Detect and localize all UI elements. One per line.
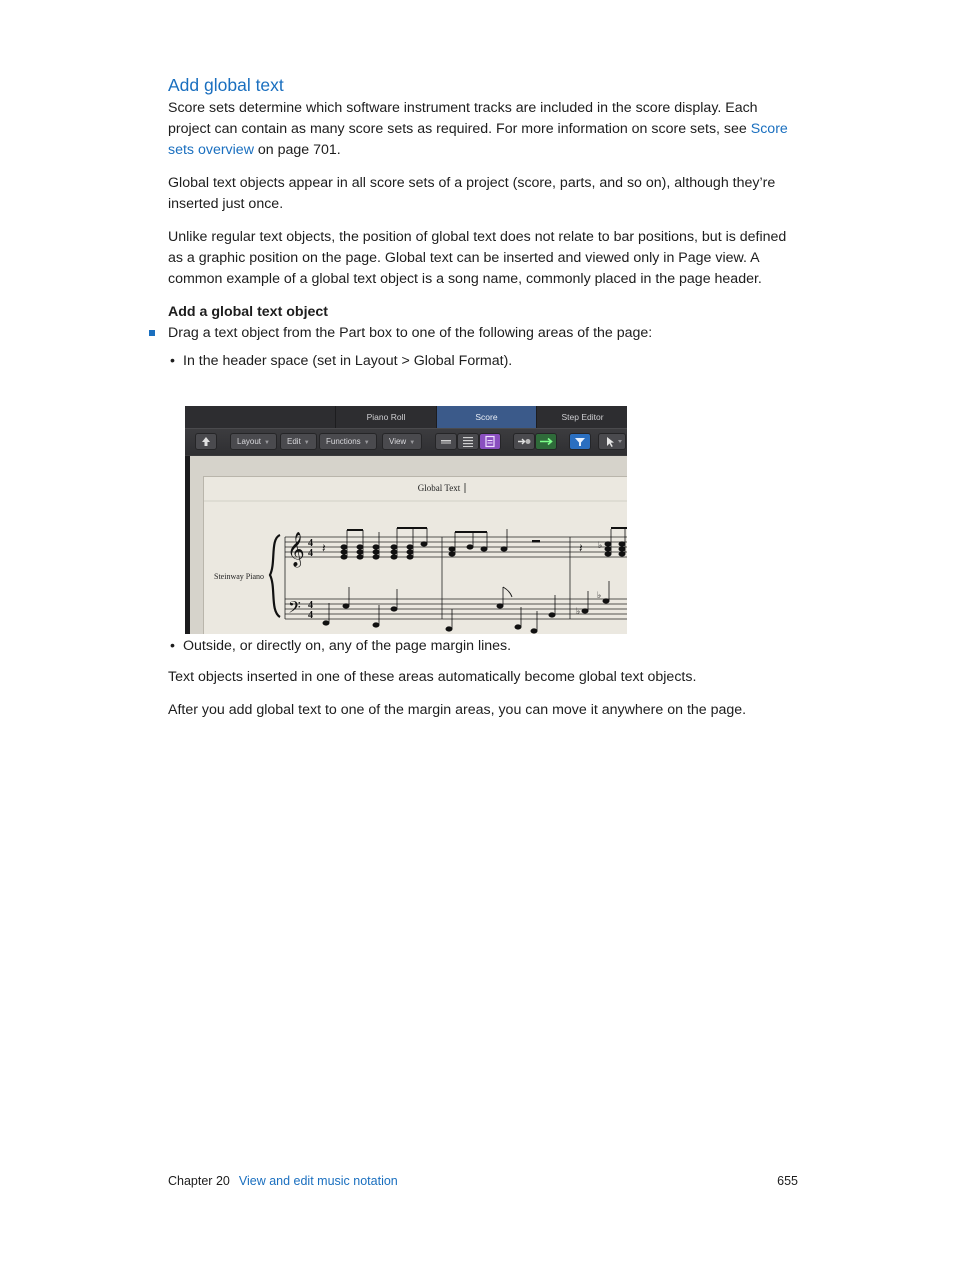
filter-icon: [570, 434, 590, 449]
quarter-rest-icon: 𝄽: [579, 541, 583, 555]
score-notation: [204, 477, 627, 634]
midi-in-button[interactable]: [513, 433, 535, 450]
pointer-icon: [599, 434, 625, 449]
midi-in-icon: [514, 434, 534, 449]
bullet-dot-icon: •: [170, 353, 175, 369]
grand-staff-brace: [270, 535, 280, 617]
paragraph-score-sets: [168, 98, 798, 161]
bass-notes: [323, 581, 609, 633]
instrument-name: Steinway Piano: [214, 572, 264, 581]
chapter-label: Chapter 20: [168, 1174, 230, 1188]
barlines: [285, 537, 570, 619]
view-menu[interactable]: [382, 433, 422, 450]
flat-icon: ♭: [576, 607, 581, 617]
chevron-down-icon: ▼: [363, 440, 370, 446]
score-sets-overview-link[interactable]: Score sets overview: [168, 121, 788, 158]
wrapped-view-button[interactable]: [457, 433, 479, 450]
treble-notes-measure-1: [322, 527, 427, 559]
tab-step-editor[interactable]: Step Editor: [536, 406, 627, 428]
up-arrow-button[interactable]: [195, 433, 217, 450]
flat-icon: ♭: [598, 541, 603, 551]
flat-icon: ♭: [597, 591, 602, 601]
note-automatic-global: Text objects inserted in one of these areas automatically become global text objects.: [168, 669, 697, 685]
page-view-button[interactable]: [479, 433, 501, 450]
score-toolbar: [185, 428, 627, 455]
functions-menu[interactable]: [319, 433, 377, 450]
paragraph-graphic-position: Unlike regular text objects, the position of global text does not relate to bar positions, but is defined as a graphic position on the page. Global text can be inserted and viewed only in Page view. A common example of a global text object is a song name, commonly placed in the page header.: [168, 229, 787, 287]
tab-piano-roll[interactable]: Piano Roll: [335, 406, 436, 428]
editor-tab-bar: [185, 406, 627, 428]
sub-item-text: In the header space (set in Layout > Global Format).: [183, 353, 513, 369]
time-signature-bottom: 4: [308, 610, 313, 621]
sub-item-text: Outside, or directly on, any of the page margin lines.: [183, 638, 512, 654]
chevron-down-icon: ▼: [409, 440, 416, 446]
eighth-flag: [503, 587, 512, 597]
menu-label: View: [389, 437, 407, 446]
page-view-icon: [480, 434, 500, 449]
tab-score[interactable]: Score: [436, 406, 536, 428]
paragraph-text: on page 701.: [253, 142, 341, 158]
linear-view-icon: [436, 434, 456, 449]
score-page: [203, 476, 627, 634]
square-bullet-icon: [149, 330, 155, 336]
note-move-anywhere: After you add global text to one of the margin areas, you can move it anywhere on the page.: [168, 702, 747, 718]
menu-label: Layout: [237, 437, 262, 446]
layout-menu[interactable]: [230, 433, 277, 450]
task-heading: Add a global text object: [168, 304, 329, 320]
menu-label: Functions: [326, 437, 361, 446]
task-step-text: Drag a text object from the Part box to one of the following areas of the page:: [168, 325, 653, 341]
page-footer: [168, 1173, 798, 1189]
up-arrow-icon: [196, 434, 216, 449]
treble-clef-icon: 𝄞: [287, 532, 305, 567]
pointer-tool-menu[interactable]: [598, 433, 626, 450]
sub-item-margin-lines: [168, 636, 798, 657]
chevron-down-icon: ▼: [303, 440, 310, 446]
global-text-object[interactable]: Global Text: [417, 483, 461, 493]
half-rest-icon: [532, 540, 540, 543]
score-editor-screenshot: [185, 406, 627, 634]
time-signature-top: 4: [308, 538, 313, 549]
time-signature-bottom: 4: [308, 548, 313, 559]
linear-view-button[interactable]: [435, 433, 457, 450]
catch-icon: [536, 434, 556, 449]
wrapped-view-icon: [458, 434, 478, 449]
bass-clef-icon: 𝄢: [288, 597, 301, 621]
time-signature-top: 4: [308, 600, 313, 611]
sub-item-header-space: [168, 351, 798, 372]
edit-menu[interactable]: [280, 433, 317, 450]
chapter-title-link[interactable]: View and edit music notation: [238, 1174, 398, 1188]
task-step: [168, 323, 798, 344]
paragraph-text: Score sets determine which software instrument tracks are included in the score display. Each project can contain as many score sets as required. For more information on score sets, see: [168, 100, 758, 137]
quarter-rest-icon: 𝄽: [322, 541, 326, 555]
bullet-dot-icon: •: [170, 638, 175, 654]
filter-button[interactable]: [569, 433, 591, 450]
treble-staff: [285, 537, 627, 557]
score-page-area: [190, 456, 627, 634]
menu-label: Edit: [287, 437, 301, 446]
catch-button[interactable]: [535, 433, 557, 450]
page-number: 655: [777, 1174, 798, 1188]
paragraph-global-text-objects: Global text objects appear in all score sets of a project (score, parts, and so on), although they’re inserted just once.: [168, 175, 776, 212]
chevron-down-icon: ▼: [264, 440, 270, 446]
section-title: Add global text: [168, 75, 284, 95]
